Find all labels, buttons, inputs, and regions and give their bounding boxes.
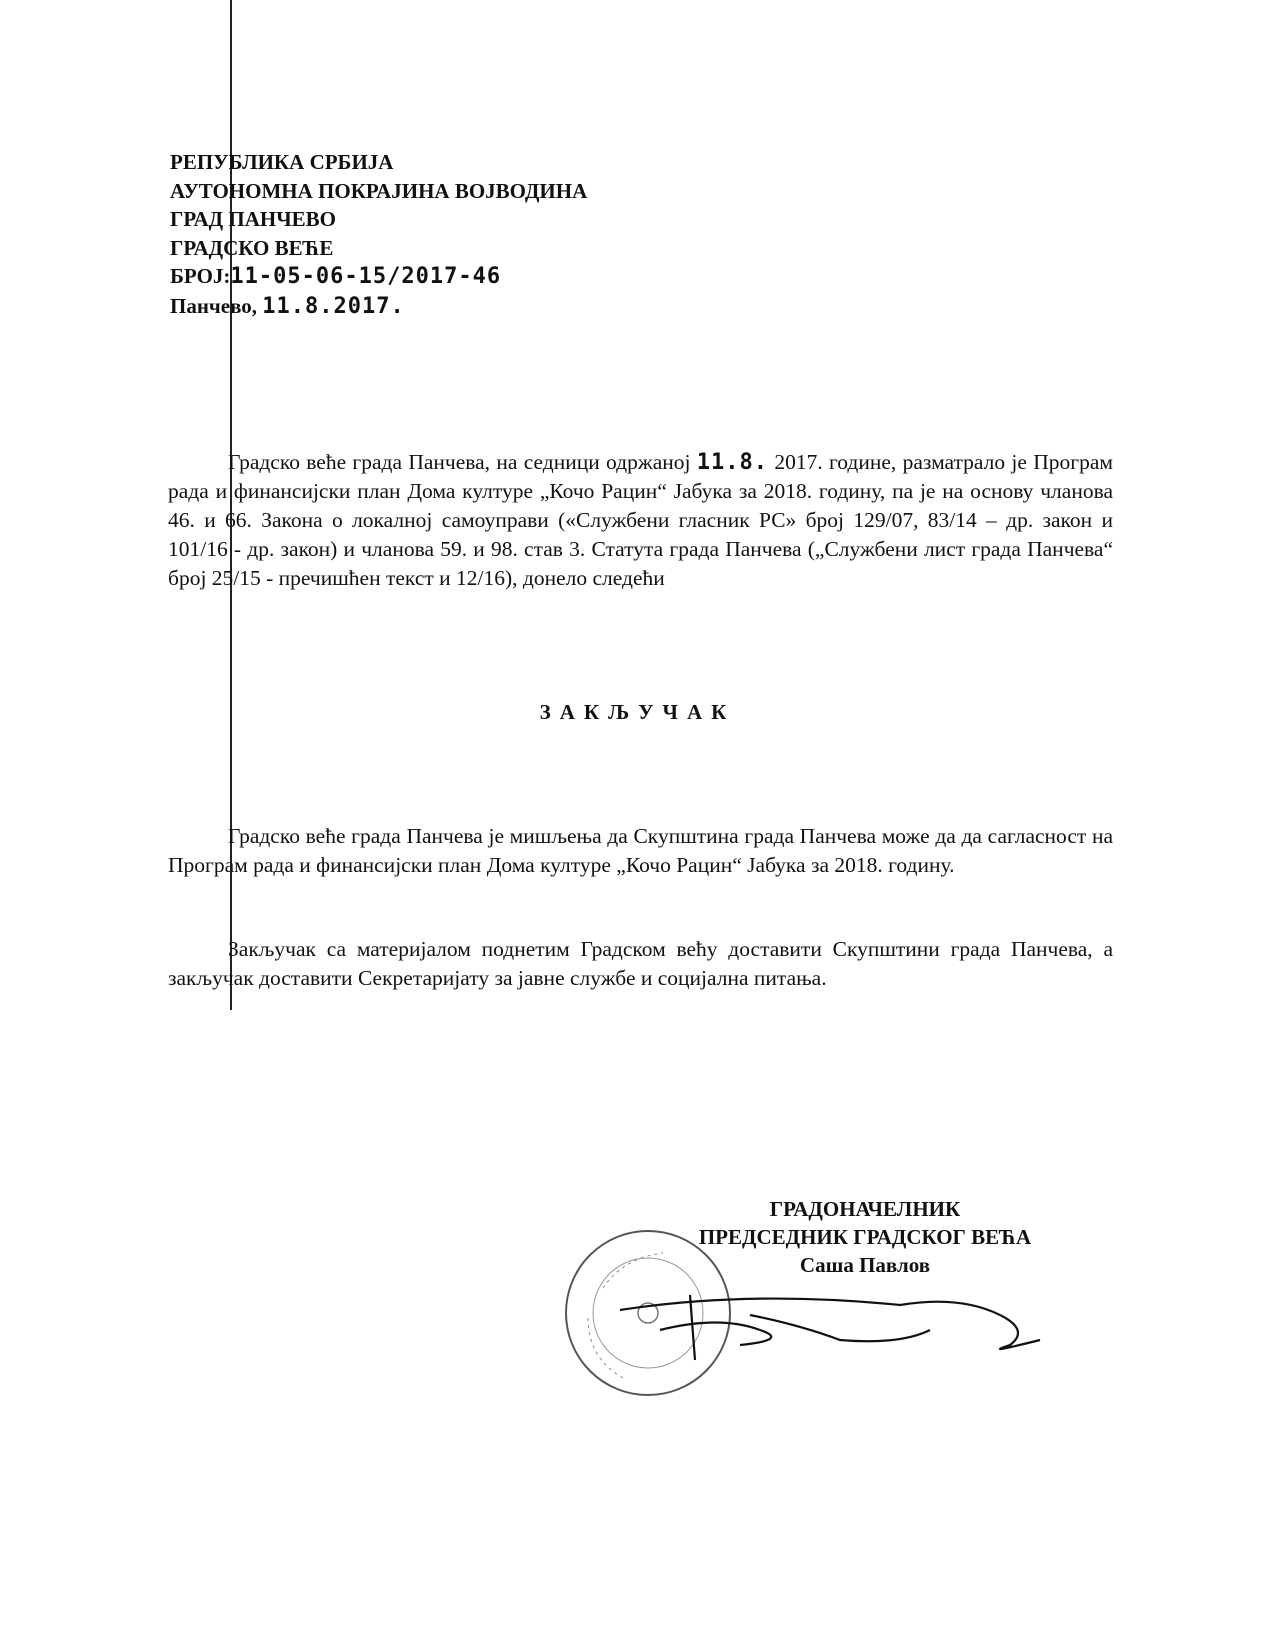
header-line-city: ГРАД ПАНЧЕВО [170, 207, 336, 231]
number-label: БРОЈ: [170, 264, 231, 288]
document-place-date [170, 292, 587, 322]
handwritten-number: 11-05-06-15/2017-46 [230, 264, 502, 289]
place-label: Панчево, [170, 293, 258, 318]
signatory-title-president: ПРЕДСЕДНИК ГРАДСКОГ ВЕЋА [698, 1225, 1032, 1249]
paragraph-delivery: Закључак са материјалом поднетим Градском већу доставити Скупштини града Панчева, а закључак доставити Секретаријату за јавне службе и социјална питања. [168, 937, 1113, 990]
header-line-province: АУТОНОМНА ПОКРАЈИНА ВОЈВОДИНА [170, 178, 588, 203]
paragraph-preamble [168, 448, 1113, 593]
header-line-council: ГРАДСКО ВЕЋЕ [170, 235, 334, 260]
preamble-text-rest: 2017. године, разматрало је Програм рада и финансијски план Дома културе „Кочо Рацин“ Јабука за 2018. годину, па је на основу чланова 46. и 66. Закона о локалној самоуправи («Службени гласник РС» број 129/07, 83/14 – др. закон и 101/16 - др. закон) и чланова 59. и 98. став 3. Статута града Панчева („Службени лист града Панчева“ број 25/15 - пречишћен текст и 12/16), донело следећи [168, 450, 1113, 590]
signature-block [640, 1195, 1090, 1279]
preamble-text-start: Градско веће града Панчева, на седници одржаној [228, 450, 697, 474]
signatory-title-mayor: ГРАДОНАЧЕЛНИК [769, 1197, 961, 1221]
signatory-name: Саша Павлов [799, 1253, 931, 1277]
paragraph-conclusion: Градско веће града Панчева је мишљења да Скупштина града Панчева може да да сагласност на Програм рада и финансијски план Дома културе „Кочо Рацин“ Јабука за 2018. годину. [168, 824, 1113, 877]
header-line-republic: РЕПУБЛИКА СРБИЈА [170, 150, 394, 174]
handwritten-session-date: 11.8. [696, 450, 769, 475]
document-number [170, 262, 587, 292]
document-header [170, 148, 587, 321]
handwritten-signature [600, 1285, 1060, 1365]
handwritten-date: 11.8.2017. [262, 293, 405, 319]
document-title: ЗАКЉУЧАК [539, 700, 736, 724]
